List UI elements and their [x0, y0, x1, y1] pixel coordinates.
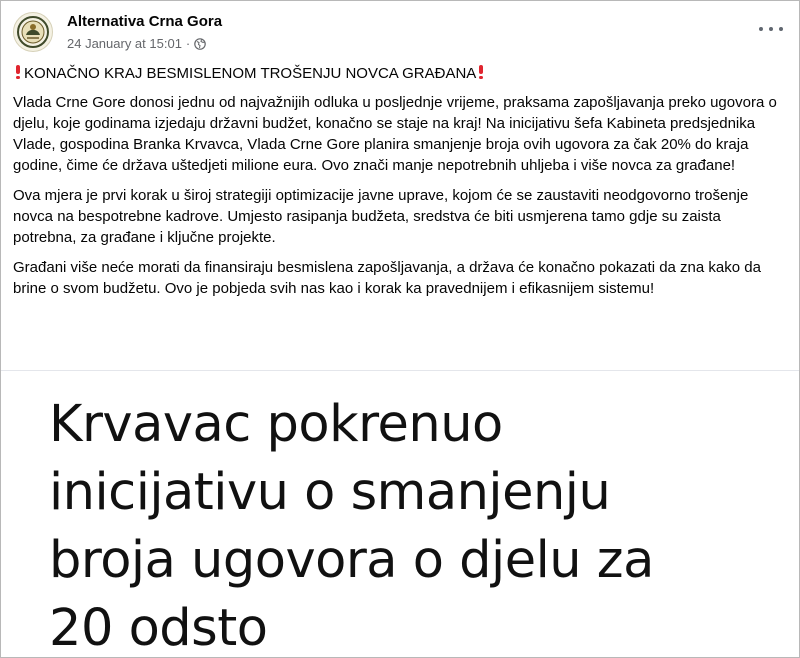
post-timestamp[interactable]: 24 January at 15:01: [67, 36, 182, 51]
post-image[interactable]: [1, 371, 799, 657]
more-dot: [779, 27, 783, 31]
exclamation-icon: [15, 65, 21, 79]
exclamation-icon: [478, 65, 484, 79]
headline-text: KONAČNO KRAJ BESMISLENOM TROŠENJU NOVCA GRAĐANA: [24, 65, 477, 82]
image-headline-line: broja ugovora o djelu za: [49, 531, 654, 590]
page-name[interactable]: Alternativa Crna Gora: [67, 13, 223, 30]
globe-icon[interactable]: [194, 38, 206, 50]
post-meta: [67, 36, 206, 51]
page-logo-icon: [14, 13, 52, 51]
post-header: [1, 1, 799, 63]
image-headline-line: inicijativu o smanjenju: [49, 463, 611, 522]
image-headline: [49, 391, 654, 658]
more-options-icon[interactable]: [759, 23, 783, 35]
meta-separator: ·: [185, 36, 191, 51]
post-text: [13, 63, 788, 308]
image-headline-line: Krvavac pokrenuo: [49, 395, 503, 454]
post-paragraph: Građani više neće morati da finansiraju besmislena zapošljavanja, a država će konačno pokazati da zna kako da brine o svom budžetu. Ovo je pobjeda svih nas kao i korak ka pravednijem i efikasnijem sistemu!: [13, 259, 761, 297]
more-dot: [759, 27, 763, 31]
post-paragraph: Vlada Crne Gore donosi jednu od najvažnijih odluka u posljednje vrijeme, praksama zapošljavanja preko ugovora o djelu, koje godinama izjedaju državni budžet, konačno se staje na kraj! Na inicijativu šefa Kabineta predsjednika Vlade, gospodina Branka Krvavca, Vlada Crne Gore planira smanjenje broja ovih ugovora za čak 20% do kraja godine, čime će država uštedjeti milione eura. Ovo znači manje nepotrebnih uhljeba i više novca za građane!: [13, 94, 777, 174]
post-paragraph: Ova mjera je prvi korak u široj strategiji optimizacije javne uprave, kojom će se zaustaviti neodgovorno trošenje novca na bespotrebne kadrove. Umjesto rasipanja budžeta, sredstva će biti usmjerena tamo gdje su zaista potrebna, za građane i ključne projekte.: [13, 187, 749, 246]
page-avatar[interactable]: [13, 12, 53, 52]
image-headline-line: 20 odsto: [49, 599, 268, 658]
post-headline: [13, 63, 788, 84]
more-dot: [769, 27, 773, 31]
